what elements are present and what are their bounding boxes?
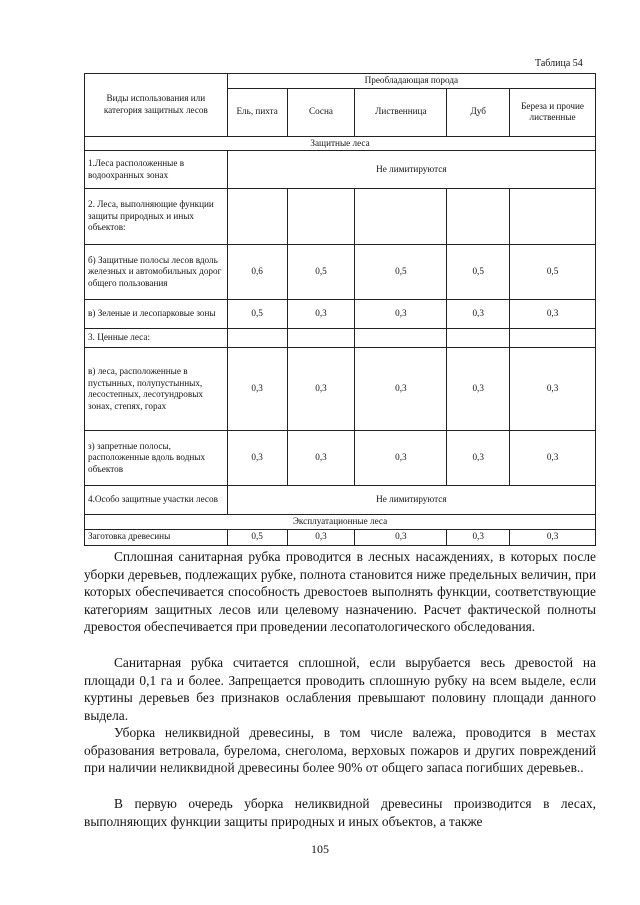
paragraph-4: В первую очередь уборка неликвидной древесины производится в лесах, выполняющих функции защиты природных и иных объектов, а также <box>84 796 596 829</box>
value-cell: 0,3 <box>355 300 447 329</box>
value-cell: 0,3 <box>447 348 510 431</box>
value-cell: 0,6 <box>227 245 287 300</box>
row-label: в) Зеленые и лесопарковые зоны <box>85 300 228 329</box>
value-cell: 0,3 <box>447 431 510 486</box>
section-exploitation: Эксплуатационные леса <box>85 515 596 530</box>
value-cell: 0,3 <box>355 431 447 486</box>
value-cell: 0,5 <box>227 300 287 329</box>
value-cell: 0,3 <box>355 529 447 545</box>
value-cell: 0,3 <box>510 300 596 329</box>
value-cell: 0,3 <box>287 431 355 486</box>
value-cell: 0,3 <box>227 431 287 486</box>
value-cell: 0,3 <box>510 348 596 431</box>
head-oak: Дуб <box>447 88 510 136</box>
head-birch: Береза и прочие лиственные <box>510 88 596 136</box>
row-label: 4.Особо защитные участки лесов <box>85 486 228 515</box>
paragraph-1: Сплошная санитарная рубка проводится в лесных насаждениях, в которых после уборки деревьев, подлежащих рубке, полнота становится ниже предельных величин, при которых обеспечивается способность древостоев выполнять функции, соответствующие категориям защитных лесов или целевому назначению. Расчет фактической полноты древостоя обеспечивается при проведении лесопатологического обследования. <box>84 549 596 635</box>
paragraph-3: Уборка неликвидной древесины, в том числе валежа, проводится в местах образования ветровала, бурелома, снеголома, верховых пожаров и других повреждений при наличии неликвидной древесины более 90% от общего запаса погибших деревьев.. <box>84 725 596 776</box>
head-pine: Сосна <box>287 88 355 136</box>
head-species-group: Преобладающая порода <box>227 74 595 89</box>
value-cell: 0,3 <box>355 348 447 431</box>
row-label: 3. Ценные леса: <box>85 329 228 348</box>
value-cell: 0,5 <box>227 529 287 545</box>
value-cell: 0,5 <box>447 245 510 300</box>
head-spruce: Ель, пихта <box>227 88 287 136</box>
section-protective: Защитные леса <box>85 136 596 151</box>
data-table <box>84 73 596 546</box>
value-cell: 0,3 <box>287 300 355 329</box>
paragraph-2: Санитарная рубка считается сплошной, если вырубается весь древостой на площади 0,1 га и более. Запрещается проводить сплошную рубку на всем выделе, если куртины деревьев без признаков ослабления превышают половину площади данного выдела. <box>84 655 596 723</box>
value-cell: 0,3 <box>447 300 510 329</box>
row-label: з) запретные полосы, расположенные вдоль водных объектов <box>85 431 228 486</box>
row-label: 2. Леса, выполняющие функции защиты природных и иных объектов: <box>85 189 228 245</box>
value-cell: 0,5 <box>355 245 447 300</box>
value-cell: 0,3 <box>447 529 510 545</box>
value-cell: 0,3 <box>287 529 355 545</box>
not-limited-cell: Не лимитируются <box>227 486 595 515</box>
value-cell: 0,5 <box>510 245 596 300</box>
page-number: 105 <box>311 842 329 856</box>
head-category: Виды использования или категория защитных лесов <box>85 74 228 137</box>
row-label: в) леса, расположенные в пустынных, полупустынных, лесостепных, лесотундровых зонах, степях, горах <box>85 348 228 431</box>
value-cell: 0,3 <box>510 431 596 486</box>
row-label: б) Защитные полосы лесов вдоль железных и автомобильных дорог общего пользования <box>85 245 228 300</box>
value-cell: 0,5 <box>287 245 355 300</box>
not-limited-cell: Не лимитируются <box>227 151 595 189</box>
value-cell: 0,3 <box>287 348 355 431</box>
table-caption: Таблица 54 <box>535 58 583 69</box>
value-cell: 0,3 <box>510 529 596 545</box>
value-cell: 0,3 <box>227 348 287 431</box>
row-label: 1.Леса расположенные в водоохранных зонах <box>85 151 228 189</box>
row-label: Заготовка древесины <box>85 529 228 545</box>
head-larch: Лиственница <box>355 88 447 136</box>
